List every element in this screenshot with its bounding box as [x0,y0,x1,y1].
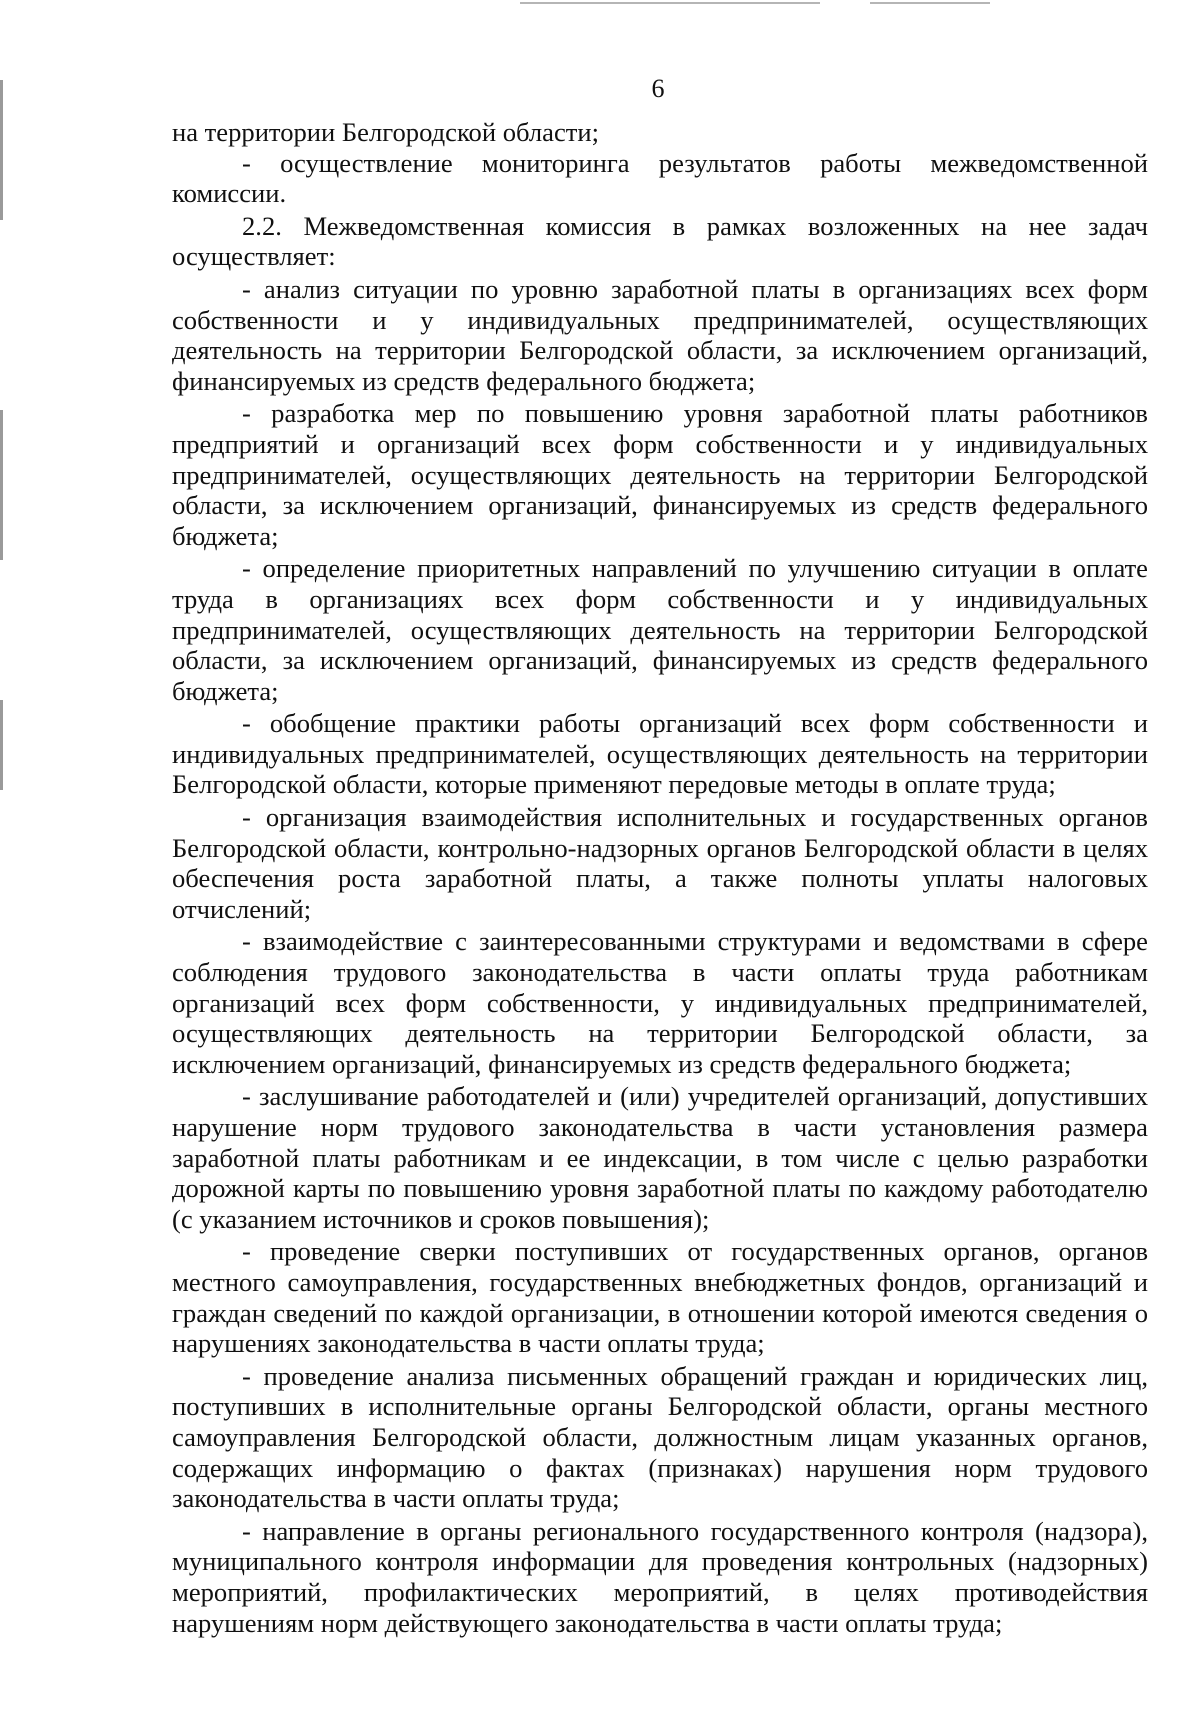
paragraph: - разработка мер по повышению уровня заработной платы работников предприятий и организаций всех форм собственности и у индивидуальных предпринимателей, осуществляющих деятельность на территории Белгородской области, за исключением организаций, финансируемых из средств федерального бюджета; [172,398,1148,551]
document-body [172,117,1148,1638]
paragraph: - обобщение практики работы организаций всех форм собственности и индивидуальных предпринимателей, осуществляющих деятельность на территории Белгородской области, которые применяют передовые методы в оплате труда; [172,708,1148,800]
paragraph: - анализ ситуации по уровню заработной платы в организациях всех форм собственности и у индивидуальных предпринимателей, осуществляющих деятельность на территории Белгородской области, за исключением организаций, финансируемых из средств федерального бюджета; [172,273,1148,396]
paragraph: 2.2. Межведомственная комиссия в рамках возложенных на нее задач осуществляет: [172,210,1148,272]
paragraph: - проведение сверки поступивших от государственных органов, органов местного самоуправления, государственных внебюджетных фондов, организаций и граждан сведений по каждой организации, в отношении которой имеются сведения о нарушениях законодательства в части оплаты труда; [172,1236,1148,1359]
paragraph: - заслушивание работодателей и (или) учредителей организаций, допустивших нарушение норм трудового законодательства в части установления размера заработной платы работникам и ее индексации, в том числе с целью разработки дорожной карты по повышению уровня заработной платы по каждому работодателю (с указанием источников и сроков повышения); [172,1081,1148,1234]
scan-edge-mark [0,410,3,560]
scan-top-mark [870,2,990,4]
paragraph: - направление в органы регионального государственного контроля (надзора), муниципального контроля информации для проведения контрольных (надзорных) мероприятий, профилактических мероприятий, в целях противодействия нарушениям норм действующего законодательства в части оплаты труда; [172,1515,1148,1638]
paragraph: - взаимодействие с заинтересованными структурами и ведомствами в сфере соблюдения трудового законодательства в части оплаты труда работникам организаций всех форм собственности, у индивидуальных предпринимателей, осуществляющих деятельность на территории Белгородской области, за исключением организаций, финансируемых из средств федерального бюджета; [172,926,1148,1079]
paragraph: - осуществление мониторинга результатов работы межведомственной комиссии. [172,147,1148,209]
page-number: 6 [651,74,665,103]
paragraph: - организация взаимодействия исполнительных и государственных органов Белгородской области, контрольно-надзорных органов Белгородской области в целях обеспечения роста заработной платы, а также полноты уплаты налоговых отчислений; [172,802,1148,924]
paragraph: - проведение анализа письменных обращений граждан и юридических лиц, поступивших в исполнительные органы Белгородской области, органы местного самоуправления Белгородской области, должностным лицам указанных органов, содержащих информацию о фактах (признаках) нарушения норм трудового законодательства в части оплаты труда; [172,1360,1148,1514]
scan-edge-mark [0,700,3,790]
paragraph: - определение приоритетных направлений по улучшению ситуации в оплате труда в организациях всех форм собственности и у индивидуальных предпринимателей, осуществляющих деятельность на территории Белгородской области, за исключением организаций, финансируемых из средств федерального бюджета; [172,553,1148,706]
paragraph: на территории Белгородской области; [172,117,599,147]
scan-top-mark [520,2,820,4]
